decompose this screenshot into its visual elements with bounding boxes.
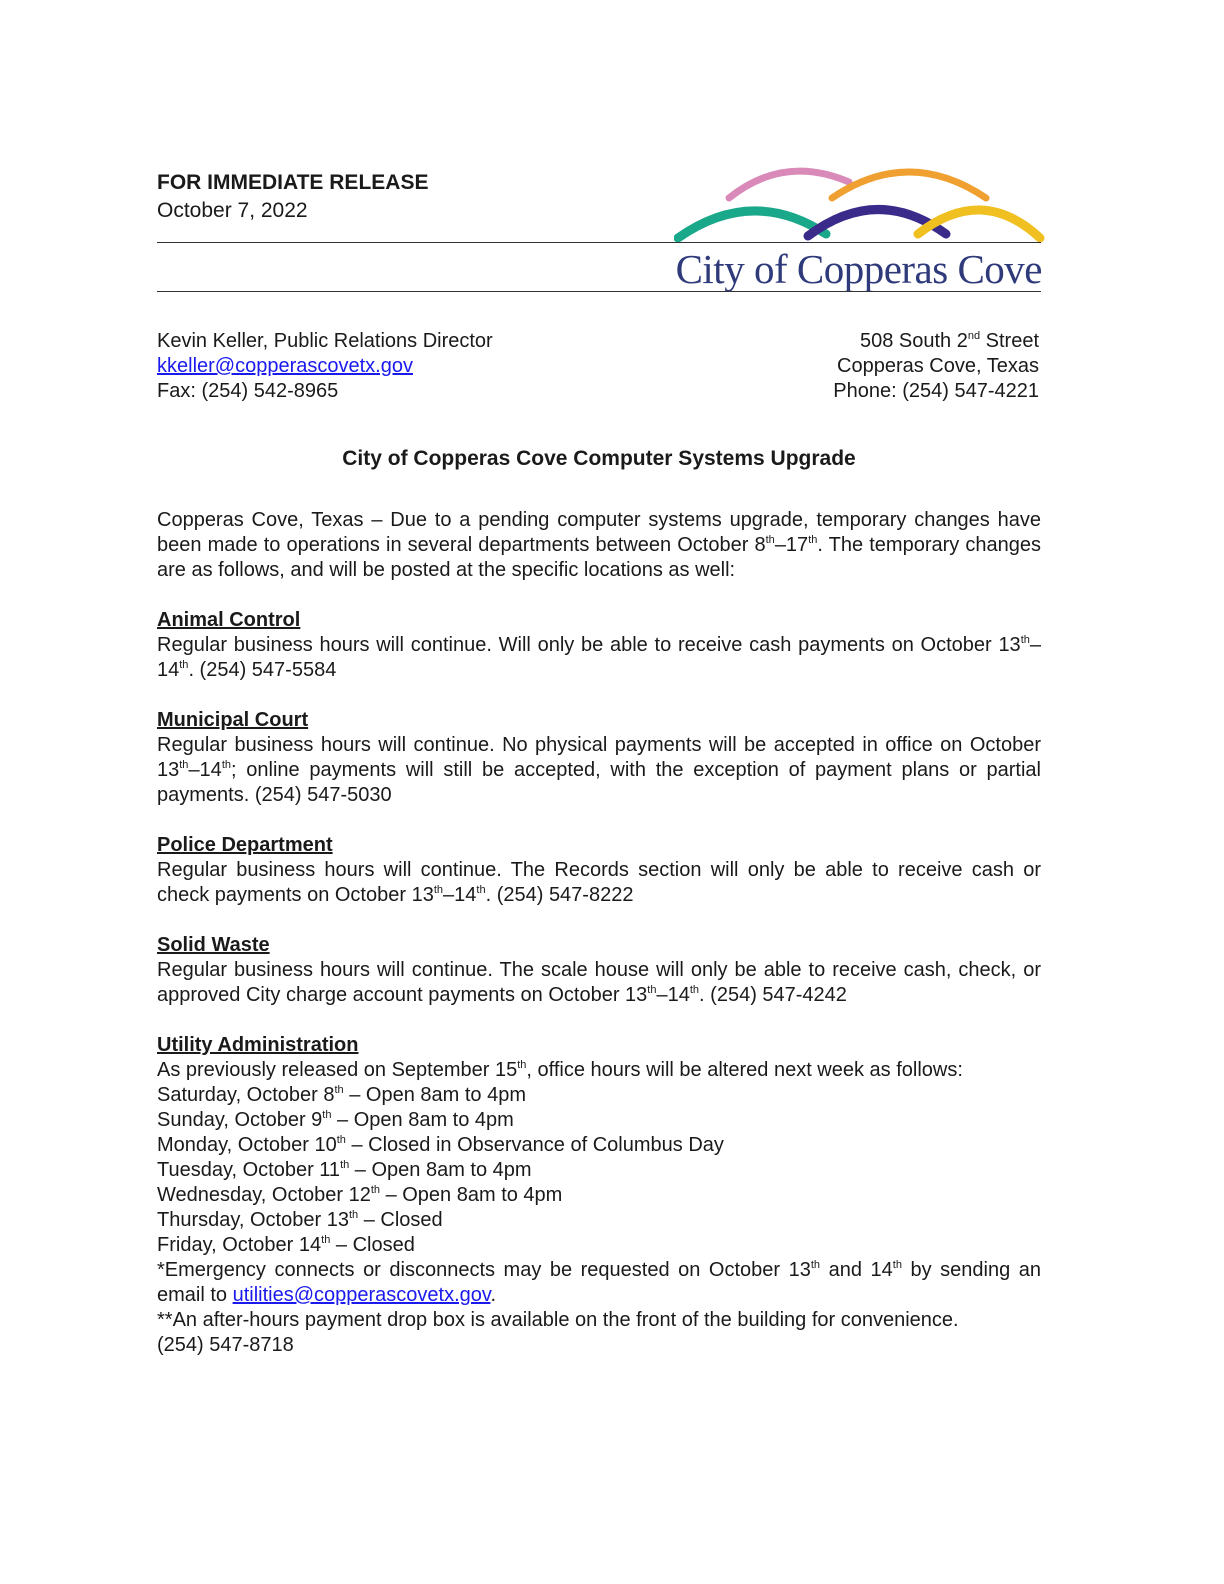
utilities-email-link[interactable]: utilities@copperascovetx.gov [232,1284,491,1306]
contact-email-link[interactable]: kkeller@copperascovetx.gov [157,355,413,377]
release-label: FOR IMMEDIATE RELEASE [157,171,429,194]
logo-arc-pink [729,171,849,198]
logo-arc-teal [678,211,826,238]
emergency-note: *Emergency connects or disconnects may be requested on October 13th and 14th by sending an email to utilities@copperascovetx.gov. [157,1259,1042,1306]
contact-phone: Phone: (254) 547-4221 [833,380,1039,402]
press-release-page [157,0,1041,1584]
section-heading: Utility Administration [157,1034,359,1056]
logo-arc-yellow [918,210,1040,238]
schedule-row: Sunday, October 9th – Open 8am to 4pm [157,1109,514,1131]
section-utility-administration [157,1033,1041,1358]
logo-arc-orange [832,172,986,198]
utility-intro: As previously released on September 15th, office hours will be altered next week as follows: [157,1059,963,1081]
release-title: City of Copperas Cove Computer Systems Upgrade [342,447,856,470]
section-heading: Municipal Court [157,709,309,731]
section-heading: Solid Waste [157,934,270,956]
contact-fax: Fax: (254) 542-8965 [157,380,339,402]
contact-name: Kevin Keller, Public Relations Director [157,330,493,352]
section-animal-control [157,608,1041,683]
section-heading: Police Department [157,834,333,856]
release-date: October 7, 2022 [157,199,308,222]
schedule-row: Friday, October 14th – Closed [157,1234,415,1256]
intro-paragraph: Copperas Cove, Texas – Due to a pending computer systems upgrade, temporary changes have been made to operations in several departments between October 8th–17th. The temporary changes are as follows, and will be posted at the specific locations as well: [157,509,1041,581]
header-rule-top [157,242,1041,243]
contact-person [157,329,493,404]
address-city: Copperas Cove, Texas [837,355,1039,377]
schedule-row: Monday, October 10th – Closed in Observance of Columbus Day [157,1134,724,1156]
header-rule-bottom [157,291,1041,292]
address-street: 508 South 2nd Street [859,330,1039,352]
section-text: Regular business hours will continue. The scale house will only be able to receive cash, check, or approved City charge account payments on October 13th–14th. (254) 547-4242 [157,959,1041,1006]
section-solid-waste [157,933,1041,1008]
utility-phone: (254) 547-8718 [157,1334,294,1356]
schedule-row: Wednesday, October 12th – Open 8am to 4pm [157,1184,563,1206]
schedule-row: Saturday, October 8th – Open 8am to 4pm [157,1084,527,1106]
logo-wordmark: City of Copperas Cove [675,246,1042,292]
section-text: Regular business hours will continue. No physical payments will be accepted in office on October 13th–14th; online payments will still be accepted, with the exception of payment plans or partial payments. (254) 547-5030 [157,734,1041,806]
release-body [157,508,1041,1358]
section-police-department [157,833,1041,908]
section-text: Regular business hours will continue. The Records section will only be able to receive cash or check payments on October 13th–14th. (254) 547-8222 [157,859,1041,906]
schedule-row: Tuesday, October 11th – Open 8am to 4pm [157,1159,532,1181]
schedule-row: Thursday, October 13th – Closed [157,1209,443,1231]
section-text: Regular business hours will continue. Will only be able to receive cash payments on October 13th–14th. (254) 547-5584 [157,634,1041,681]
section-heading: Animal Control [157,609,301,631]
dropbox-note: **An after-hours payment drop box is available on the front of the building for convenience. [157,1309,959,1331]
section-municipal-court [157,708,1041,808]
contact-address [833,329,1039,404]
